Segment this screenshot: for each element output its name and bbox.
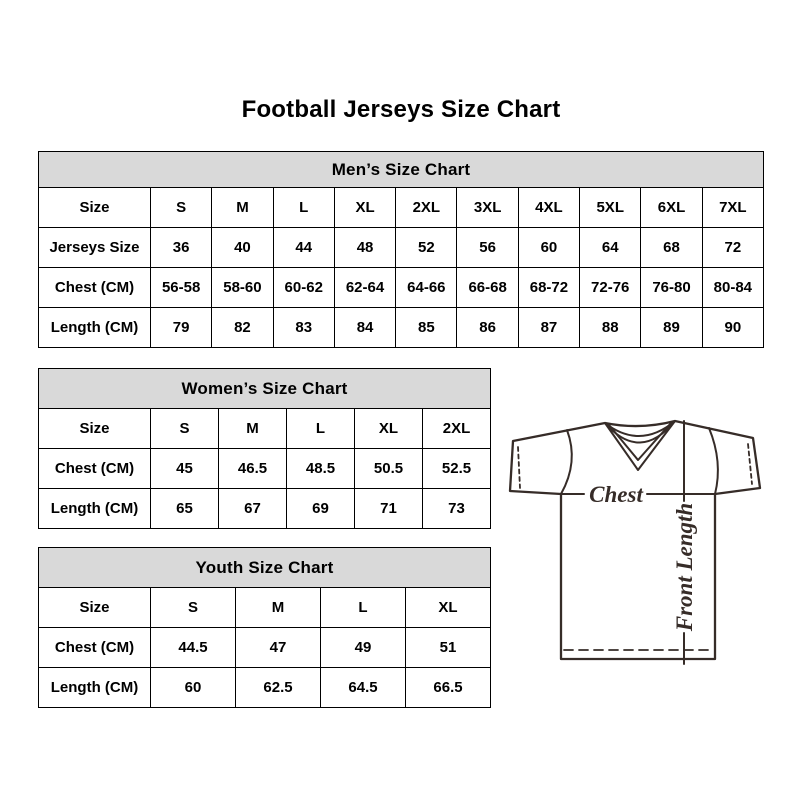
row-label: Size	[39, 188, 151, 228]
row-label: Length (CM)	[39, 668, 151, 708]
page-title: Football Jerseys Size Chart	[241, 96, 561, 123]
size-cell: 2XL	[396, 188, 457, 228]
size-cell: 79	[151, 308, 212, 348]
row-label: Chest (CM)	[39, 449, 151, 489]
size-cell: XL	[406, 588, 491, 628]
jersey-line-art	[510, 421, 760, 664]
size-cell: 48.5	[287, 449, 355, 489]
size-cell: 68	[641, 228, 702, 268]
size-cell: 87	[518, 308, 579, 348]
size-cell: 46.5	[219, 449, 287, 489]
size-cell: 64.5	[321, 668, 406, 708]
size-cell: L	[287, 409, 355, 449]
size-cell: 58-60	[212, 268, 273, 308]
size-cell: S	[151, 188, 212, 228]
size-cell: 44	[273, 228, 334, 268]
row-label: Chest (CM)	[39, 628, 151, 668]
size-cell: 84	[334, 308, 395, 348]
size-cell: 60-62	[273, 268, 334, 308]
size-cell: 82	[212, 308, 273, 348]
size-cell: 47	[236, 628, 321, 668]
left-cuff-stitch-line	[518, 447, 520, 488]
size-cell: 3XL	[457, 188, 518, 228]
size-cell: 83	[273, 308, 334, 348]
row-label: Size	[39, 588, 151, 628]
size-cell: M	[212, 188, 273, 228]
size-cell: M	[236, 588, 321, 628]
front-length-label: Front Length	[672, 502, 697, 632]
size-cell: 67	[219, 489, 287, 529]
size-cell: 56	[457, 228, 518, 268]
table-row	[39, 409, 491, 449]
row-label: Length (CM)	[39, 308, 151, 348]
table-title-row	[39, 548, 491, 588]
table-title-row	[39, 369, 491, 409]
size-cell: 5XL	[580, 188, 641, 228]
table-row	[39, 268, 764, 308]
size-cell: 40	[212, 228, 273, 268]
size-cell: 4XL	[518, 188, 579, 228]
size-cell: 45	[151, 449, 219, 489]
table-title: Women’s Size Chart	[39, 369, 491, 409]
size-cell: 6XL	[641, 188, 702, 228]
size-cell: 66-68	[457, 268, 518, 308]
size-cell: 68-72	[518, 268, 579, 308]
size-cell: 50.5	[355, 449, 423, 489]
row-label: Jerseys Size	[39, 228, 151, 268]
youth-size-table	[38, 547, 491, 708]
row-label: Length (CM)	[39, 489, 151, 529]
size-cell: 36	[151, 228, 212, 268]
size-cell: 72	[702, 228, 763, 268]
table-row	[39, 588, 491, 628]
size-cell: 60	[518, 228, 579, 268]
table-row	[39, 188, 764, 228]
jersey-measurement-diagram	[505, 400, 775, 670]
size-cell: 66.5	[406, 668, 491, 708]
size-cell: 48	[334, 228, 395, 268]
size-cell: 2XL	[423, 409, 491, 449]
size-cell: XL	[355, 409, 423, 449]
size-cell: 64-66	[396, 268, 457, 308]
size-cell: 51	[406, 628, 491, 668]
size-cell: L	[321, 588, 406, 628]
size-cell: L	[273, 188, 334, 228]
table-row	[39, 489, 491, 529]
right-armhole-seam	[709, 428, 718, 494]
table-title: Youth Size Chart	[39, 548, 491, 588]
size-cell: 88	[580, 308, 641, 348]
size-cell: 64	[580, 228, 641, 268]
size-cell: 76-80	[641, 268, 702, 308]
table-row	[39, 628, 491, 668]
size-cell: 52.5	[423, 449, 491, 489]
size-cell: XL	[334, 188, 395, 228]
size-cell: 72-76	[580, 268, 641, 308]
size-cell: 62-64	[334, 268, 395, 308]
size-cell: 44.5	[151, 628, 236, 668]
size-cell: 7XL	[702, 188, 763, 228]
table-row	[39, 308, 764, 348]
jersey-labels	[589, 482, 697, 632]
mens-size-table	[38, 151, 764, 348]
size-cell: 49	[321, 628, 406, 668]
row-label: Chest (CM)	[39, 268, 151, 308]
size-cell: 60	[151, 668, 236, 708]
size-cell: 62.5	[236, 668, 321, 708]
size-cell: 56-58	[151, 268, 212, 308]
size-cell: 73	[423, 489, 491, 529]
row-label: Size	[39, 409, 151, 449]
size-cell: 86	[457, 308, 518, 348]
table-title-row	[39, 152, 764, 188]
size-cell: 71	[355, 489, 423, 529]
size-cell: S	[151, 588, 236, 628]
table-row	[39, 228, 764, 268]
table-title: Men’s Size Chart	[39, 152, 764, 188]
table-row	[39, 668, 491, 708]
size-cell: 85	[396, 308, 457, 348]
size-cell: 69	[287, 489, 355, 529]
size-cell: S	[151, 409, 219, 449]
right-cuff-stitch-line	[748, 444, 752, 484]
size-cell: 80-84	[702, 268, 763, 308]
womens-size-table	[38, 368, 491, 529]
chest-label: Chest	[589, 482, 643, 507]
size-cell: 90	[702, 308, 763, 348]
left-armhole-seam	[561, 430, 572, 494]
size-cell: 65	[151, 489, 219, 529]
size-cell: M	[219, 409, 287, 449]
size-cell: 52	[396, 228, 457, 268]
table-row	[39, 449, 491, 489]
size-cell: 89	[641, 308, 702, 348]
